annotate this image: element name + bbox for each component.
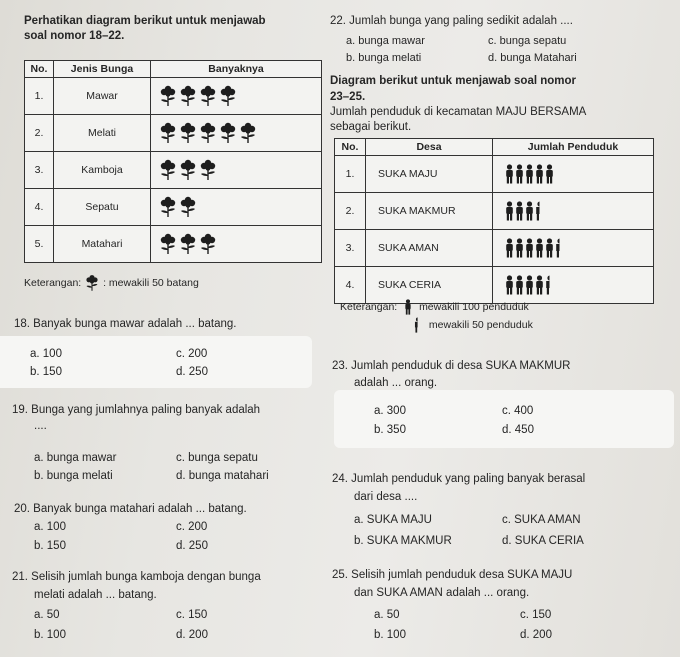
flower-icon xyxy=(179,159,197,181)
table-row xyxy=(25,115,322,152)
q18-option-c[interactable]: c. 200 xyxy=(176,348,208,360)
flower-icon xyxy=(159,122,177,144)
q21-option-c[interactable]: c. 150 xyxy=(176,609,208,621)
half-person-icon xyxy=(535,201,540,221)
q19-option-c[interactable]: c. bunga sepatu xyxy=(176,452,258,464)
q23-option-b[interactable]: b. 350 xyxy=(374,424,406,436)
person-icon xyxy=(505,164,514,184)
person-icon xyxy=(515,238,524,258)
row-no: 3. xyxy=(25,152,54,189)
right-intro-line2: 23–25. xyxy=(330,91,366,103)
flower-pictogram-table xyxy=(24,60,322,263)
person-icon xyxy=(535,238,544,258)
table-row xyxy=(335,230,654,267)
population-icons-cell xyxy=(493,193,654,230)
row-no: 5. xyxy=(25,226,54,263)
q25-text-line2: dan SUKA AMAN adalah ... orang. xyxy=(354,587,530,599)
flower-icons-cell xyxy=(151,189,322,226)
q25-text-line1: 25. Selisih jumlah penduduk desa SUKA MAJU xyxy=(332,569,573,581)
q19-option-b[interactable]: b. bunga melati xyxy=(34,470,113,482)
flower-icon xyxy=(159,233,177,255)
q24-option-b[interactable]: b. SUKA MAKMUR xyxy=(354,535,452,547)
flower-icon xyxy=(179,196,197,218)
right-legend-label: Keterangan: xyxy=(340,300,398,313)
col-header-jumlah-penduduk: Jumlah Penduduk xyxy=(493,139,654,156)
flower-name: Mawar xyxy=(54,78,151,115)
left-legend-text: : mewakili 50 batang xyxy=(103,276,199,289)
q21-text-line1: 21. Selisih jumlah bunga kamboja dengan bunga xyxy=(12,571,261,583)
col-header-no: No. xyxy=(25,61,54,78)
row-no: 1. xyxy=(25,78,54,115)
right-legend-half xyxy=(414,317,533,333)
left-legend xyxy=(24,274,199,292)
q23-text-line2: adalah ... orang. xyxy=(354,377,438,389)
flower-icon xyxy=(239,122,257,144)
table-row xyxy=(25,152,322,189)
flower-icon xyxy=(199,233,217,255)
flower-icon xyxy=(159,196,177,218)
row-no: 1. xyxy=(335,156,366,193)
village-name: SUKA MAJU xyxy=(366,156,493,193)
population-pictogram-table xyxy=(334,138,654,304)
row-no: 3. xyxy=(335,230,366,267)
person-icon xyxy=(515,164,524,184)
table-row xyxy=(335,193,654,230)
person-icon xyxy=(525,164,534,184)
person-icon xyxy=(525,201,534,221)
flower-icon xyxy=(219,122,237,144)
flower-icon xyxy=(179,122,197,144)
col-header-jenis-bunga: Jenis Bunga xyxy=(54,61,151,78)
q21-text-line2: melati adalah ... batang. xyxy=(34,589,157,601)
q23-options-box xyxy=(334,390,674,448)
row-no: 2. xyxy=(335,193,366,230)
person-icon xyxy=(545,164,554,184)
person-icon xyxy=(404,299,412,315)
q21-option-b[interactable]: b. 100 xyxy=(34,629,66,641)
q21-option-d[interactable]: d. 200 xyxy=(176,629,208,641)
population-icons-cell xyxy=(493,156,654,193)
q24-option-a[interactable]: a. SUKA MAJU xyxy=(354,514,432,526)
q20-option-b[interactable]: b. 150 xyxy=(34,540,66,552)
flower-name: Sepatu xyxy=(54,189,151,226)
right-legend-full xyxy=(340,299,529,315)
q18-options-box xyxy=(0,336,312,388)
left-intro-line2: soal nomor 18–22. xyxy=(24,30,125,42)
q18-text: 18. Banyak bunga mawar adalah ... batang. xyxy=(14,318,237,330)
right-intro-line3: Jumlah penduduk di kecamatan MAJU BERSAMA xyxy=(330,106,587,118)
q18-option-b[interactable]: b. 150 xyxy=(30,366,62,378)
q22-option-d[interactable]: d. bunga Matahari xyxy=(488,52,577,64)
flower-name: Melati xyxy=(54,115,151,152)
q20-option-a[interactable]: a. 100 xyxy=(34,521,66,533)
q22-option-c[interactable]: c. bunga sepatu xyxy=(488,35,567,47)
table-row xyxy=(335,156,654,193)
flower-icons-cell xyxy=(151,115,322,152)
flower-icon xyxy=(199,122,217,144)
q23-option-c[interactable]: c. 400 xyxy=(502,405,534,417)
flower-name: Kamboja xyxy=(54,152,151,189)
person-icon xyxy=(525,238,534,258)
q22-text: 22. Jumlah bunga yang paling sedikit adalah .... xyxy=(330,15,573,27)
flower-icon xyxy=(219,85,237,107)
q23-option-d[interactable]: d. 450 xyxy=(502,424,534,436)
q23-option-a[interactable]: a. 300 xyxy=(374,405,406,417)
right-legend-full-text: mewakili 100 penduduk xyxy=(419,300,529,313)
person-icon xyxy=(505,238,514,258)
flower-icons-cell xyxy=(151,226,322,263)
q24-text-line2: dari desa .... xyxy=(354,491,418,503)
flower-icon xyxy=(179,233,197,255)
left-intro-line1: Perhatikan diagram berikut untuk menjawab xyxy=(24,15,266,27)
q22-option-b[interactable]: b. bunga melati xyxy=(346,52,422,64)
village-name: SUKA AMAN xyxy=(366,230,493,267)
q19-option-d[interactable]: d. bunga matahari xyxy=(176,470,269,482)
flower-icon xyxy=(159,85,177,107)
q20-text: 20. Banyak bunga matahari adalah ... batang. xyxy=(14,503,247,515)
flower-icon xyxy=(85,274,99,292)
flower-icon xyxy=(199,159,217,181)
right-legend-half-text: mewakili 50 penduduk xyxy=(428,318,533,331)
table-row xyxy=(25,78,322,115)
row-no: 2. xyxy=(25,115,54,152)
person-icon xyxy=(535,164,544,184)
half-person-icon xyxy=(555,238,560,258)
q25-option-b[interactable]: b. 100 xyxy=(374,629,406,641)
q24-text-line1: 24. Jumlah penduduk yang paling banyak berasal xyxy=(332,473,586,485)
q19-text-line1: 19. Bunga yang jumlahnya paling banyak adalah xyxy=(12,404,261,416)
q23-text-line1: 23. Jumlah penduduk di desa SUKA MAKMUR xyxy=(332,360,571,372)
q25-option-c[interactable]: c. 150 xyxy=(520,609,552,621)
q18-option-a[interactable]: a. 100 xyxy=(30,348,62,360)
table-row xyxy=(25,226,322,263)
q24-option-c[interactable]: c. SUKA AMAN xyxy=(502,514,581,526)
q20-option-d[interactable]: d. 250 xyxy=(176,540,208,552)
q25-option-d[interactable]: d. 200 xyxy=(520,629,552,641)
village-name: SUKA CERIA xyxy=(366,267,493,304)
col-header-banyaknya: Banyaknya xyxy=(151,61,322,78)
flower-icon xyxy=(159,159,177,181)
row-no: 4. xyxy=(25,189,54,226)
col-header-desa: Desa xyxy=(366,139,493,156)
table-row xyxy=(25,189,322,226)
person-icon xyxy=(515,201,524,221)
q24-option-d[interactable]: d. SUKA CERIA xyxy=(502,535,584,547)
q19-text-line2: .... xyxy=(34,420,47,432)
right-intro-line1: Diagram berikut untuk menjawab soal nomor xyxy=(330,75,577,87)
q20-option-c[interactable]: c. 200 xyxy=(176,521,208,533)
village-name: SUKA MAKMUR xyxy=(366,193,493,230)
person-icon xyxy=(505,275,514,295)
half-person-icon xyxy=(545,275,550,295)
right-intro-line4: sebagai berikut. xyxy=(330,121,412,133)
person-icon xyxy=(545,238,554,258)
left-legend-label: Keterangan: xyxy=(24,276,82,289)
flower-icons-cell xyxy=(151,152,322,189)
row-no: 4. xyxy=(335,267,366,304)
population-icons-cell xyxy=(493,230,654,267)
flower-icon xyxy=(179,85,197,107)
table-row xyxy=(335,267,654,304)
population-icons-cell xyxy=(493,267,654,304)
q19-option-a[interactable]: a. bunga mawar xyxy=(34,452,117,464)
q18-option-d[interactable]: d. 250 xyxy=(176,366,208,378)
q25-option-a[interactable]: a. 50 xyxy=(374,609,400,621)
person-icon xyxy=(505,201,514,221)
q22-option-a[interactable]: a. bunga mawar xyxy=(346,35,425,47)
person-icon xyxy=(525,275,534,295)
person-icon xyxy=(515,275,524,295)
flower-icon xyxy=(199,85,217,107)
col-header-no: No. xyxy=(335,139,366,156)
half-person-icon xyxy=(414,317,418,333)
person-icon xyxy=(535,275,544,295)
flower-icons-cell xyxy=(151,78,322,115)
q21-option-a[interactable]: a. 50 xyxy=(34,609,60,621)
flower-name: Matahari xyxy=(54,226,151,263)
